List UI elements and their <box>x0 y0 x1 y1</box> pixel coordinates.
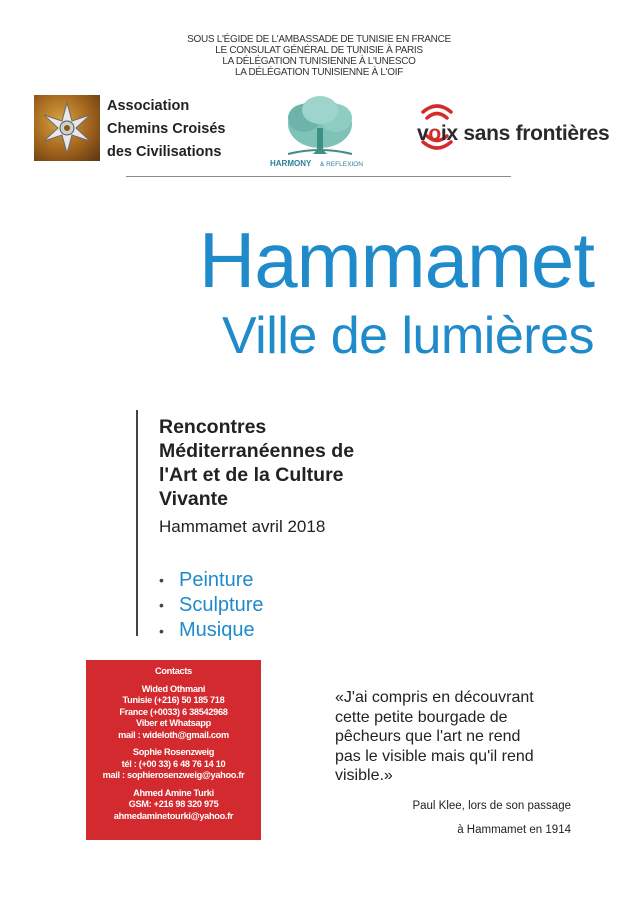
star-ornament-icon <box>34 95 100 161</box>
contact-phone: Tunisie (+216) 50 185 718 <box>122 695 225 705</box>
discipline-label: Musique <box>179 619 255 642</box>
association-name <box>107 95 225 164</box>
association-name-line: Chemins Croisés <box>107 121 226 137</box>
event-date: Hammamet avril 2018 <box>159 517 326 536</box>
event-title-line: Méditerranéennes de <box>159 440 355 462</box>
contact-name: Ahmed Amine Turki <box>133 787 214 798</box>
contact-name: Wided Othmani <box>141 683 206 694</box>
quote-attribution-line: à Hammamet en 1914 <box>457 824 571 836</box>
harmony-reflexion-logo <box>268 88 372 168</box>
event-title <box>159 415 354 511</box>
patronage-line: LA DÉLÉGATION TUNISIENNE À L'UNESCO <box>222 56 416 67</box>
quote <box>335 688 534 786</box>
list-item <box>159 593 264 618</box>
vsf-wordmark-rest: ix sans frontières <box>440 122 610 145</box>
patronage-header <box>0 34 638 78</box>
quote-attribution-line: Paul Klee, lors de son passage <box>412 800 571 812</box>
discipline-list <box>159 568 264 644</box>
quote-line: pêcheurs que l'art ne rend <box>335 728 521 745</box>
association-logo <box>34 95 100 161</box>
page-subtitle: Ville de lumières <box>221 307 594 365</box>
bullet-icon: • <box>159 572 164 589</box>
vertical-divider <box>136 410 138 636</box>
contact-email[interactable]: mail : wideloth@gmail.com <box>118 729 229 740</box>
contact-name: Sophie Rosenzweig <box>132 747 215 757</box>
reflexion-word: & REFLEXION <box>320 161 363 168</box>
contacts-heading: Contacts <box>155 666 192 676</box>
association-name-line: des Civilisations <box>107 144 222 160</box>
contacts-box <box>86 660 261 840</box>
quote-line: pas le visible mais qu'il rend <box>335 747 534 765</box>
association-name-line: Association <box>107 98 190 114</box>
event-title-line: Rencontres <box>159 416 267 438</box>
page-title: Hammamet <box>198 216 594 304</box>
header-divider <box>126 176 511 177</box>
vsf-letter-o: o <box>428 122 441 145</box>
list-item <box>159 618 264 643</box>
event-title-line: l'Art et de la Culture <box>159 464 344 486</box>
discipline-label: Peinture <box>179 569 254 591</box>
bullet-icon: • <box>159 597 164 614</box>
tree-icon <box>268 88 372 168</box>
quote-attribution <box>412 794 571 842</box>
vsf-letter-v: v <box>417 122 429 145</box>
vsf-wordmark <box>417 122 609 146</box>
harmony-word: HARMONY <box>270 159 312 168</box>
contact-email[interactable]: ahmedaminetourki@yahoo.fr <box>113 810 234 821</box>
voix-sans-frontieres-logo <box>417 98 617 150</box>
quote-line: cette petite bourgade de <box>335 708 508 726</box>
patronage-line: SOUS L'ÉGIDE DE L'AMBASSADE DE TUNISIE EN FRANCE <box>187 34 451 45</box>
list-item <box>159 568 264 593</box>
contact-phone: GSM: +216 98 320 975 <box>128 799 219 809</box>
event-title-line: Vivante <box>159 488 229 510</box>
contact-phone: tél : (+00 33) 6 48 76 14 10 <box>121 758 226 769</box>
quote-line: «J'ai compris en découvrant <box>335 689 534 706</box>
quote-line: visible.» <box>335 767 393 784</box>
patronage-line: LA DÉLÉGATION TUNISIENNE À L'OIF <box>234 67 404 78</box>
discipline-label: Sculpture <box>179 594 264 617</box>
contact-note: Viber et Whatsapp <box>136 718 211 728</box>
bullet-icon: • <box>159 622 164 639</box>
contact-phone: France (+0033) 6 38542968 <box>119 706 228 717</box>
contact-email[interactable]: mail : sophierosenzweig@yahoo.fr <box>102 770 245 780</box>
patronage-line: LE CONSULAT GÉNÉRAL DE TUNISIE À PARIS <box>215 45 423 56</box>
